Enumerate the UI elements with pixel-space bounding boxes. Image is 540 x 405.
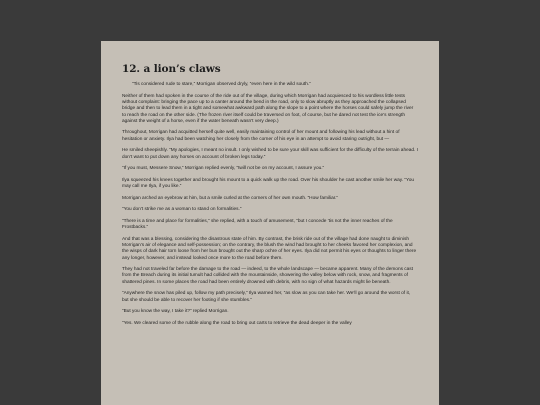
paragraph: “Yes. We cleared some of the rubble along the road to bring out carts to retrieve the dead deeper in the valley (122, 320, 352, 326)
paragraph: “Tis considered rude to stare,” Morrigan observed dryly, “even here in the wild south.” (132, 82, 311, 87)
book-page (101, 41, 439, 405)
chapter-title: 12. a lion’s claws (122, 63, 221, 75)
paragraph: “But you know the way, I take it?” replied Morrigan. (122, 309, 229, 315)
paragraph: “Anywhere the snow has piled up, follow my path precisely,” Ilya warned her, “as slow as you can take her. We’ll go around the worst of it, but she should be able to recover her footing if she stumbles.” (122, 291, 411, 303)
paragraph: Throughout, Morrigan had acquitted herself quite well, easily maintaining control of her mount and following his lead without a hint of hesitation or anxiety. Ilya had been watching her closely from the corner of his eye in an attempt to avoid staring outright, but — (122, 130, 400, 142)
paragraph: They had not traveled far before the damage to the road — indeed, to the whole landscape — became apparent. Many of the demons cast from the Breach during its initial tumult had collided with the mountainside, showering the valley below with rock, snow, and fragments of shattered pines. In some places the road had been entirely drowned with debris, with no sign of what hazards might lie beneath. (122, 267, 413, 285)
paragraph: Morrigan arched an eyebrow at him, but a smile curled at the corners of her own mouth. “How familiar.” (122, 195, 338, 201)
paragraph: And that was a blessing, considering the disastrous state of him. By contrast, the brisk ride out of the village had done naught to diminish Morrigan’s air of elegance and self-possession; on the contrary, the blush the wind had brought to her cheeks favored her complexion, and the wisps of dark hair torn loose from her bun brought out the sharp ochre of her eyes. Ilya did not permit his eyes or thoughts to linger there any longer, however, and instead looked once more to the road before them. (122, 236, 417, 261)
paragraph: “You don’t strike me as a woman to stand on formalities.” (122, 207, 242, 213)
paragraph: “If you must, Messere Snow,” Morrigan replied evenly, “twill not be on my account, I assure you.” (122, 166, 325, 172)
paragraph: Ilya squeezed his knees together and brought his mount to a quick walk up the road. Over his shoulder he cast another smile her way. “You may call me Ilya, if you like.” (122, 177, 415, 190)
paragraph: “There is a time and place for formalities,” she replied, with a touch of amusement, “but I concede ’tis not the inner reaches of the Frostbacks.” (122, 218, 393, 230)
paragraph: He smiled sheepishly. “My apologies, I meant no insult. I only wished to be sure your skill was sufficient for the difficulty of the terrain ahead. I don’t want to put down any horses on account of broken legs today.” (122, 148, 418, 160)
paragraph: Neither of them had spoken in the course of the ride out of the village, during which Morrigan had acquiesced to his wordless little tests without complaint: bringing the pace up to a canter around the bend in the road, only to slow abruptly as they approached the collapsed bridge and then to lead them in a tight and somewhat awkward path along the slope to a point where the horses could safely jump the river to reach the road on the other side. (The frozen river itself could be traversed on foot, of course, but he dared not test the ice’s strength against the weight of a horse, even if the water beneath wasn’t very deep.) (122, 93, 414, 124)
